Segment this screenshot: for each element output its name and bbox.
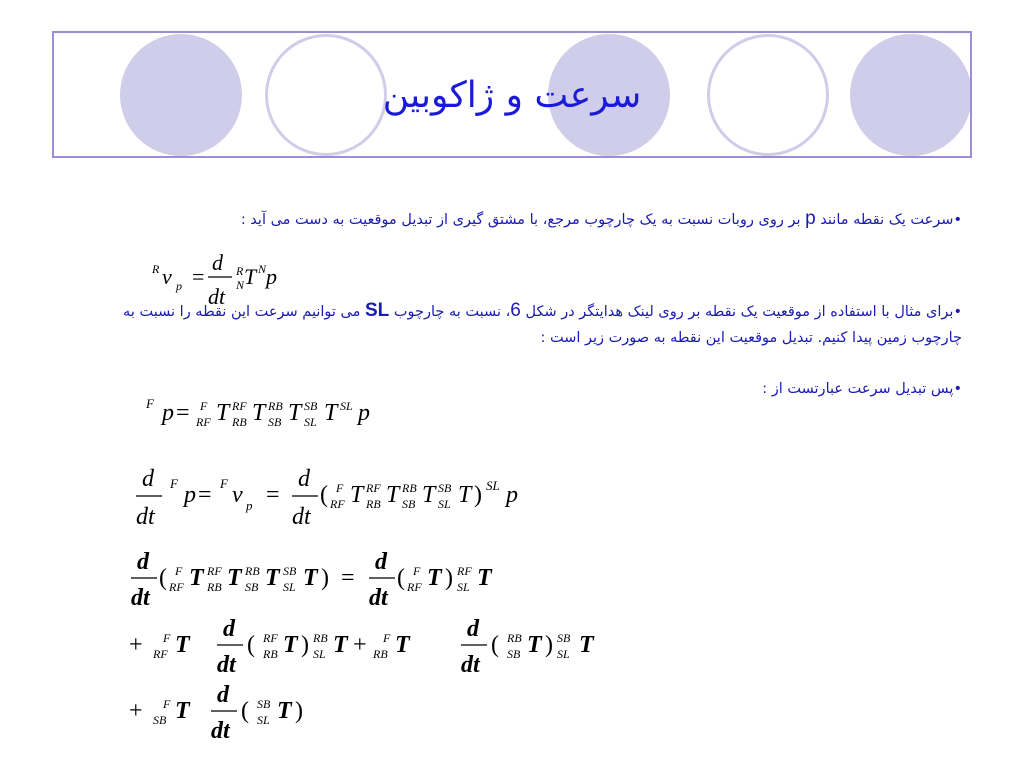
math-glyph: T xyxy=(458,482,472,508)
math-glyph: dt xyxy=(292,504,311,530)
math-glyph: ) xyxy=(321,565,329,591)
sub-p: p xyxy=(176,279,182,293)
bullet-paragraph-1 xyxy=(102,206,962,233)
math-glyph: d xyxy=(223,616,235,642)
math-glyph: ( xyxy=(247,632,255,658)
math-glyph: ( xyxy=(159,565,167,591)
sup-N: N xyxy=(258,262,267,276)
math-glyph: SB xyxy=(438,481,452,495)
math-glyph: d xyxy=(375,549,387,575)
equation-expansion-3 xyxy=(125,678,345,744)
math-glyph: F xyxy=(200,399,208,413)
p1-rest: بر روی روبات نسبت به یک چارچوب مرجع، با مشتق گیری از تبدیل موقعیت به دست می آید : xyxy=(240,212,801,228)
math-glyph: = xyxy=(176,400,190,426)
math-glyph: T xyxy=(527,632,542,658)
math-glyph: d xyxy=(467,616,479,642)
math-glyph: SB xyxy=(283,564,297,578)
p2-text-a: برای مثال با استفاده از موقعیت یک نقطه بر روی لینک هدایتگر در شکل xyxy=(525,304,954,320)
sym-p: p xyxy=(266,264,277,289)
math-glyph: SB xyxy=(153,713,167,727)
math-glyph: F xyxy=(163,631,171,645)
math-glyph: T xyxy=(422,482,436,508)
p1-var: p xyxy=(805,208,816,229)
math-glyph: ( xyxy=(320,482,328,508)
math-glyph: ( xyxy=(397,565,405,591)
sym-eq: = xyxy=(192,264,205,289)
math-glyph: dt xyxy=(369,585,388,611)
sym-T: T xyxy=(244,264,257,289)
math-glyph: RB xyxy=(245,564,260,578)
math-glyph: T xyxy=(189,565,204,591)
math-glyph: F xyxy=(336,481,344,495)
math-glyph: RB xyxy=(402,481,417,495)
math-glyph: dt xyxy=(136,504,155,530)
math-glyph: p xyxy=(184,482,196,508)
math-glyph: = xyxy=(266,482,280,508)
p2-text-b: ، نسبت به چارچوب xyxy=(393,304,511,320)
math-glyph: + xyxy=(353,632,367,658)
p3-text: پس تبدیل سرعت عبارتست از : xyxy=(762,381,954,397)
math-glyph: F xyxy=(163,697,171,711)
bullet-paragraph-3 xyxy=(562,376,962,402)
math-glyph: d xyxy=(137,549,149,575)
math-glyph: RF xyxy=(457,564,472,578)
sup-R: R xyxy=(152,262,160,276)
math-glyph: = xyxy=(341,565,355,591)
math-glyph: F xyxy=(146,396,154,411)
equation-expansion-2 xyxy=(125,612,645,678)
bullet-dot: • xyxy=(953,381,962,397)
bullet-dot: • xyxy=(953,212,962,228)
math-glyph: T xyxy=(303,565,318,591)
math-glyph: SL xyxy=(283,580,296,594)
math-glyph: v xyxy=(232,482,243,508)
math-glyph: F xyxy=(175,564,183,578)
sym-v: v xyxy=(162,264,172,289)
math-glyph: ) xyxy=(474,482,482,508)
math-glyph: T xyxy=(395,632,410,658)
sup-R2: R xyxy=(236,264,244,278)
equation-velocity-derivative xyxy=(130,458,560,534)
math-glyph: ) xyxy=(301,632,309,658)
math-glyph: dt xyxy=(131,585,150,611)
math-glyph: T xyxy=(386,482,400,508)
math-glyph: RB xyxy=(263,647,278,661)
math-glyph: T xyxy=(333,632,348,658)
math-glyph: RF xyxy=(263,631,278,645)
math-glyph: SB xyxy=(257,697,271,711)
math-glyph: p xyxy=(246,498,253,513)
math-glyph: RB xyxy=(507,631,522,645)
math-glyph: RF xyxy=(169,580,184,594)
math-glyph: RF xyxy=(232,399,247,413)
math-glyph: SL xyxy=(486,478,500,493)
math-glyph: p xyxy=(358,400,370,426)
math-glyph: + xyxy=(129,698,143,724)
math-glyph: + xyxy=(129,632,143,658)
math-glyph: T xyxy=(427,565,442,591)
p2-figure-number: 6 xyxy=(510,300,521,321)
bullet-dot: • xyxy=(953,304,962,320)
math-glyph: T xyxy=(288,400,302,426)
math-glyph: F xyxy=(383,631,391,645)
math-glyph: T xyxy=(324,400,338,426)
math-glyph: RB xyxy=(268,399,283,413)
title-banner xyxy=(52,31,972,158)
p1-text: سرعت یک نقطه مانند xyxy=(820,212,954,228)
math-glyph: RB xyxy=(366,497,381,511)
math-glyph: SL xyxy=(557,647,570,661)
sub-N: N xyxy=(236,278,245,292)
math-glyph: SB xyxy=(507,647,521,661)
math-glyph: SL xyxy=(457,580,470,594)
slide-title: سرعت و ژاکوبین xyxy=(382,75,642,116)
math-glyph: dt xyxy=(461,652,480,678)
math-glyph: RB xyxy=(313,631,328,645)
math-glyph: RB xyxy=(373,647,388,661)
math-glyph: SL xyxy=(257,713,270,727)
math-glyph: ) xyxy=(445,565,453,591)
math-glyph: T xyxy=(283,632,298,658)
math-glyph: p xyxy=(162,400,174,426)
math-glyph: d xyxy=(142,466,154,492)
math-glyph: p xyxy=(506,482,518,508)
math-glyph: SB xyxy=(557,631,571,645)
math-glyph: F xyxy=(220,476,228,491)
math-glyph: ) xyxy=(545,632,553,658)
math-glyph: d xyxy=(217,682,229,708)
math-glyph: T xyxy=(277,698,292,724)
math-glyph: T xyxy=(252,400,266,426)
frac-dt: dt xyxy=(208,284,226,309)
math-glyph: SL xyxy=(304,415,317,429)
math-glyph: F xyxy=(170,476,178,491)
p2-frame-label: SL xyxy=(365,300,390,321)
math-glyph: ( xyxy=(241,698,249,724)
math-glyph: T xyxy=(216,400,230,426)
equation-position-chain xyxy=(140,392,420,436)
math-glyph: ) xyxy=(295,698,303,724)
frac-d: d xyxy=(212,250,223,275)
math-glyph: RF xyxy=(330,497,345,511)
math-glyph: dt xyxy=(211,718,230,744)
math-glyph: SL xyxy=(313,647,326,661)
math-glyph: RF xyxy=(207,564,222,578)
math-glyph: T xyxy=(175,698,190,724)
math-glyph: RB xyxy=(232,415,247,429)
math-glyph: RB xyxy=(207,580,222,594)
math-glyph: RF xyxy=(407,580,422,594)
bullet-paragraph-2 xyxy=(82,298,962,351)
math-glyph: SB xyxy=(268,415,282,429)
math-glyph: SB xyxy=(304,399,318,413)
math-glyph: SL xyxy=(340,399,353,413)
equation-expansion-1 xyxy=(125,545,615,611)
math-glyph: d xyxy=(298,466,310,492)
math-glyph: ( xyxy=(491,632,499,658)
math-glyph: T xyxy=(579,632,594,658)
math-glyph: T xyxy=(350,482,364,508)
math-glyph: T xyxy=(175,632,190,658)
math-glyph: SB xyxy=(402,497,416,511)
math-glyph: RF xyxy=(366,481,381,495)
math-glyph: dt xyxy=(217,652,236,678)
math-glyph: RF xyxy=(153,647,168,661)
math-glyph: T xyxy=(477,565,492,591)
math-glyph: RF xyxy=(196,415,211,429)
p2-text-c: می توانیم سرعت این نقطه را نسبت به چارچوب زمین پیدا کنیم. تبدیل موقعیت این نقطه به صورت زیر است : xyxy=(123,304,962,346)
math-glyph: SB xyxy=(245,580,259,594)
math-glyph: SL xyxy=(438,497,451,511)
math-glyph: T xyxy=(265,565,280,591)
math-glyph: = xyxy=(198,482,212,508)
math-glyph: F xyxy=(413,564,421,578)
math-glyph: T xyxy=(227,565,242,591)
